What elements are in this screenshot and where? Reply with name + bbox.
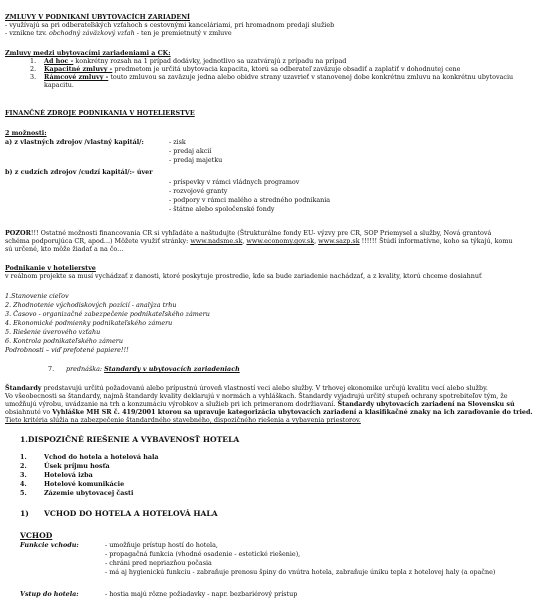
label-moznosti: 2 možnosti: [5, 129, 47, 137]
list-item: - zisk [169, 138, 186, 146]
label-funkcie-vchodu: Funkcie vchodu: [20, 541, 79, 549]
text-line: Štandardy predstavujú určitú požadovanú alebo prípustnú úroveň vlastností veci alebo služby. V trhovej ekonomike určujú kvalitu vecí alebo služby. [5, 384, 488, 392]
list-item: 2. Kapacitné zmluvy - predmetom je určitá ubytovacia kapacita, ktorú sa odberateľ zaväzuje obsadiť a zaplatiť v dohodnutej cene [30, 65, 461, 73]
section-title-podnikanie: Podnikanie v hotelierstve [5, 264, 96, 272]
list-item: - chráni pred nepriazňou počasia [105, 559, 212, 567]
subsection-title-ck: Zmluvy medzi ubytovacími zariadeniami a CK: [5, 49, 171, 57]
text-line: obsiahnuté vo Vyhláške MH SR č. 419/2001 ktorou sa upravuje kategorizácia ubytovacích zariadení a klasifikačné znaky na ich zaraďovanie do tried. [5, 408, 533, 416]
list-item: - rozvojové granty [169, 187, 228, 195]
label-vstup-do-hotela: Vstup do hotela: [20, 590, 79, 598]
section-title-financne: FINANČNÉ ZDROJE PODNIKANIA V HOTELIERSTVE [5, 109, 195, 117]
heading-vchod-hala: 1) VCHOD DO HOTELA A HOTELOVÁ HALA [20, 509, 218, 518]
label-vchod: VCHOD [20, 531, 53, 540]
list-item: - predaj akcií [169, 147, 212, 155]
label-own-sources: a) z vlastných zdrojov /vlastný kapitál/: [5, 138, 144, 146]
text-line: kapacitu. [44, 81, 74, 89]
plan-item: Podrobnosti – viď prefotené papiere!!! [5, 346, 129, 354]
list-item: 2. Úsek príjmu hosťa [20, 462, 110, 470]
section-title-dispozicne: 1.DISPOZIČNÉ RIEŠENIE A VYBAVENOSŤ HOTELA [20, 435, 240, 444]
list-item: 4. Hotelové komunikácie [20, 480, 125, 488]
text-line: v reálnom projekte sa musí vychádzať z danosti, ktoré poskytuje prostredie, kde sa bude zariadenie nachádzať, a z kvality, ktorú chceme dosiahnuť [5, 272, 482, 280]
section-title-zmluvy: ZMLUVY V PODNIKANÍ UBYTOVACÍCH ZARIADENÍ [5, 13, 191, 21]
plan-item: 5. Riešenie úverového vzťahu [5, 328, 101, 336]
link-sazp[interactable]: www.sazp.sk [318, 237, 360, 245]
list-item: 3. Rámcové zmluvy - touto zmluvou sa zaväzuje jedna alebo obidve strany uzavrieť v stanovenej dobe konkrétnu zmluvu na konkrétnu ubytovaciu [30, 73, 514, 81]
list-item: 5. Zázemie ubytovacej časti [20, 489, 134, 497]
text-line: schéma podporujúca CR, apod...) Môžete využiť stránky: www.nadsme.sk, www.economy.gov.sk, www.sazp.sk !!!!!! Štúdí informatívne, koho sa týkajú, komu [5, 237, 513, 245]
text-line: POZOR!!! Ostatné možnosti financovania CR si vyhľadáte a naštudujte (Štrukturálne fondy EU- výzvy pre CR, SOP Priemysel a služby, Nová grantová [5, 229, 492, 237]
link-nadsme[interactable]: www.nadsme.sk [190, 237, 243, 245]
lecture-heading: 7. prednáška: Standardy v ubytovacích zariadeniach [48, 365, 240, 373]
list-item: 1. Ad hoc - konkrétny rozsah na 1 prípad dodávky, jednotlivo sa uzatvárajú z prípadu na prípad [30, 57, 347, 65]
text-line: sú určené, kto môže žiadať a na čo... [5, 245, 124, 253]
plan-item: 1.Stanovenie cieľov [5, 292, 69, 300]
label-foreign-sources: b) z cudzích zdrojov /cudzí kapitál/:- úver [5, 168, 153, 176]
text-line: - hostia majú rôzne požiadavky - napr. bezbariérový prístup [105, 590, 298, 598]
list-item: - má aj hygienickú funkciu - zabraňuje prenosu špiny do vnútra hotela, zabraňuje úniku tepla z hotelovej haly (a opačne) [105, 568, 496, 576]
list-item: - štátne alebo spoločenské fondy [169, 205, 275, 213]
link-economy[interactable]: www.economy.gov.sk [246, 237, 315, 245]
list-item: - podpory v rámci malého a stredného podnikania [169, 196, 331, 204]
list-item: 1. Vchod do hotela a hotelová hala [20, 453, 159, 461]
plan-item: 3. Časovo - organizačné zabezpečenie podnikateľského zámeru [5, 310, 210, 318]
text-line: Vo všeobecnosti sa štandardy, najmä štandardy kvality deklarujú v normách a vyhláškach. Štandardy vyjadrujú určitý stupeň ochrany spotrebiteľov tým, že [5, 392, 508, 400]
text-line: Tieto kritéria slúžia na zabezpečenie štandardného stavebného, dispozičného riešenia a vybavenia priestorov. [5, 416, 361, 424]
plan-item: 2. Zhodnotenie východiskových pozícií - analýza trhu [5, 301, 177, 309]
text-line: - využívajú sa pri odberateľských vzťahoch s cestovnými kanceláriami, pri hromadnom predaji služieb [5, 21, 335, 29]
text-line: - vznikne tzv. obchodný záväzkový vzťah - ten je premietnutý v zmluve [5, 29, 232, 37]
plan-item: 6. Kontrola podnikateľského zámeru [5, 337, 123, 345]
list-item: - predaj majetku [169, 156, 223, 164]
list-item: - umožňuje prístup hostí do hotela, [105, 541, 218, 549]
plan-item: 4. Ekonomické podmienky podnikateľského zámeru [5, 319, 173, 327]
list-item: 3. Hotelová izba [20, 471, 93, 479]
text-line: umožňujú výrobu, uvádzanie na trh a konzumáciu výrobkov a služieb pri ich primeranom dodržiavaní. Štandardy ubytovacích zariadení na Slovensku sú [5, 400, 515, 408]
list-item: - propagačná funkcia (vhodné osadenie - estetické riešenie), [105, 550, 301, 558]
list-item: - príspevky v rámci vládnych programov [169, 178, 300, 186]
